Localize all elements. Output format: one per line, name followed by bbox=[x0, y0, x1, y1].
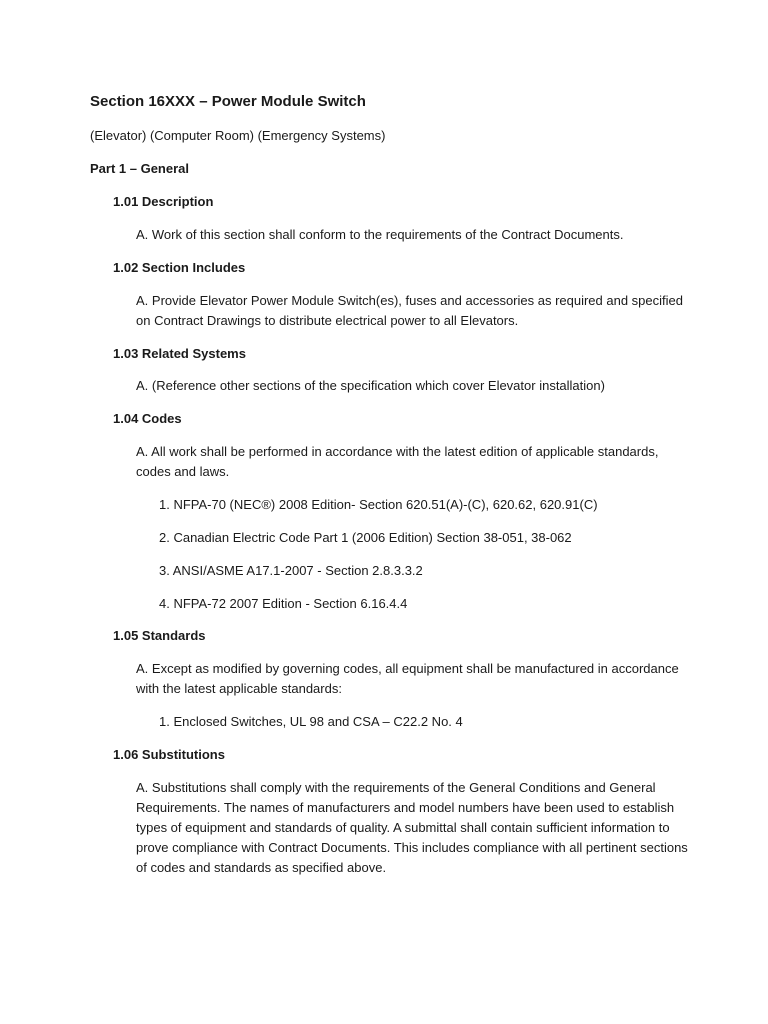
section-paragraph: A. (Reference other sections of the specification which cover Elevator installation) bbox=[136, 378, 605, 393]
section-heading-standards: 1.05 Standards bbox=[113, 628, 206, 643]
section-paragraph: A. Except as modified by governing codes, all equipment shall be manufactured in accordance with the latest applicable standards: bbox=[136, 661, 679, 696]
section-paragraph: A. Work of this section shall conform to the requirements of the Contract Documents. bbox=[136, 227, 624, 242]
list-item: 1. NFPA-70 (NEC®) 2008 Edition- Section 620.51(A)-(C), 620.62, 620.91(C) bbox=[159, 497, 598, 512]
document-subtitle: (Elevator) (Computer Room) (Emergency Systems) bbox=[90, 128, 386, 143]
list-item: 4. NFPA-72 2007 Edition - Section 6.16.4.4 bbox=[159, 596, 408, 611]
section-heading-codes: 1.04 Codes bbox=[113, 411, 182, 426]
list-item: 2. Canadian Electric Code Part 1 (2006 Edition) Section 38-051, 38-062 bbox=[159, 530, 572, 545]
section-heading-description: 1.01 Description bbox=[113, 194, 214, 209]
section-heading-related-systems: 1.03 Related Systems bbox=[113, 346, 246, 361]
document-title: Section 16XXX – Power Module Switch bbox=[90, 93, 366, 110]
section-paragraph: A. Provide Elevator Power Module Switch(es), fuses and accessories as required and specified on Contract Drawings to distribute electrical power to all Elevators. bbox=[136, 293, 683, 328]
section-heading-section-includes: 1.02 Section Includes bbox=[113, 260, 246, 275]
part-heading: Part 1 – General bbox=[90, 161, 189, 176]
section-paragraph: A. All work shall be performed in accordance with the latest edition of applicable standards, codes and laws. bbox=[136, 444, 659, 479]
section-heading-substitutions: 1.06 Substitutions bbox=[113, 747, 225, 762]
list-item: 3. ANSI/ASME A17.1-2007 - Section 2.8.3.3.2 bbox=[159, 563, 423, 578]
list-item: 1. Enclosed Switches, UL 98 and CSA – C22.2 No. 4 bbox=[159, 714, 463, 729]
section-paragraph: A. Substitutions shall comply with the requirements of the General Conditions and General Requirements. The names of manufacturers and model numbers have been used to establish types of equipment and standards of quality. A submittal shall contain sufficient information to prove compliance with Contract Documents. This includes compliance with all pertinent sections of codes and standards as specified above. bbox=[136, 780, 688, 875]
